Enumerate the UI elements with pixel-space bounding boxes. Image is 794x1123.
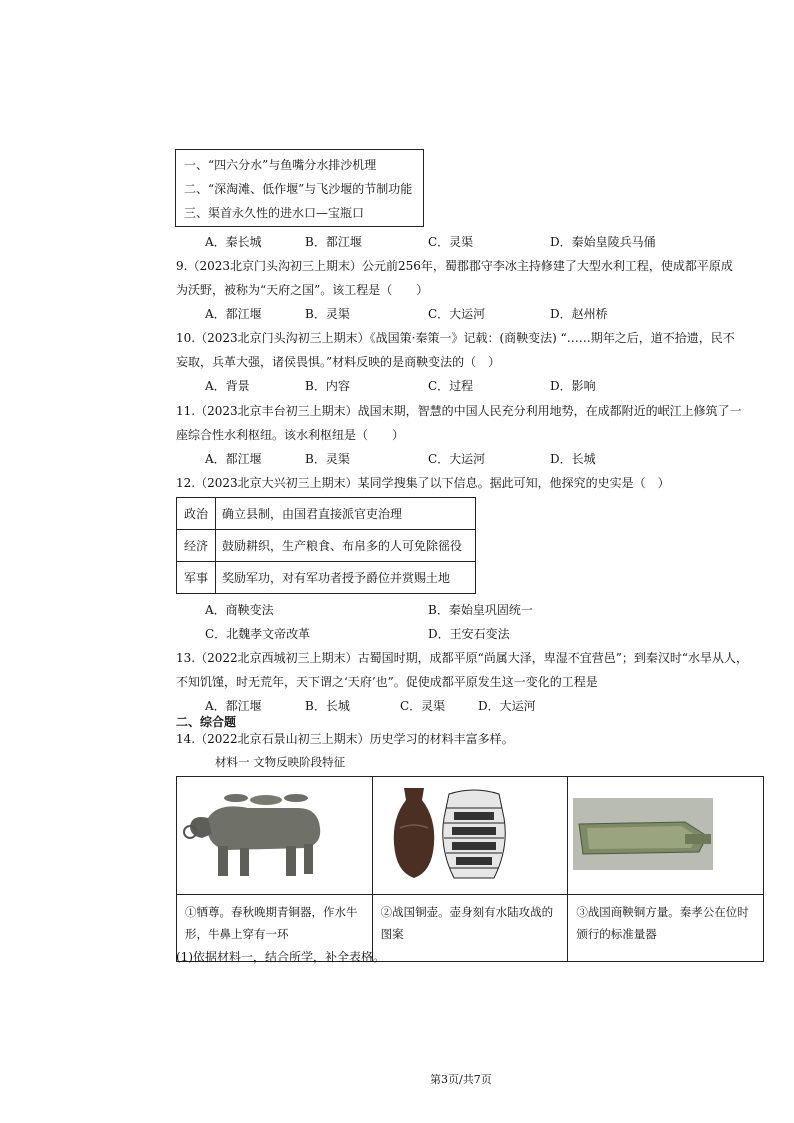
q9-stem-line1: 9.（2023北京门头沟初三上期末）公元前256年，蜀郡郡守李冰主持修建了大型水利工程，使成都平原成 [176,259,733,273]
bronze-ox-image [178,778,368,890]
q12-stem-line1: 12.（2023北京大兴初三上期末）某同学搜集了以下信息。据此可知，他探究的史实是（ ） [176,476,670,490]
option-d[interactable]: D．王安石变法 [428,627,510,641]
quote-box [175,149,424,227]
artifact-caption: ③战国商鞅铜方量。秦孝公在位时颁行的标准量器 [568,895,764,962]
table-cell-value: 鼓励耕织，生产粮食、布帛多的人可免除徭役 [216,530,476,562]
option-b[interactable]: B．长城 [305,699,350,713]
table-row [177,562,476,594]
artifact-caption: ①牺尊。春秋晚期青铜器，作水牛形，牛鼻上穿有一环 [177,895,373,962]
q13-stem-line1: 13.（2022北京西城初三上期末）古蜀国时期，成都平原“尚属大泽，卑湿不宜营邑”；到秦汉时“水旱从人， [176,651,749,665]
q11-stem-line2: 座综合性水利枢纽。该水利枢纽是（ ） [176,428,405,442]
q12-info-table [176,497,476,594]
option-c[interactable]: C．灵渠 [400,699,446,713]
option-c[interactable]: C．北魏孝文帝改革 [205,627,311,641]
section-title: 二、综合题 [176,715,237,729]
q13-stem-line2: 不知饥馑，时无荒年，天下谓之‘天府’也”。促使成都平原发生这一变化的工程是 [176,675,598,689]
option-b[interactable]: B．灵渠 [305,452,350,466]
artifact-caption: ②战国铜壶。壶身刻有水陆攻战的图案 [372,895,568,962]
option-b[interactable]: B．秦始皇巩固统一 [428,603,533,617]
q14-sub1: (1)依据材料一，结合所学，补全表格。 [176,950,385,964]
option-a[interactable]: A．都江堰 [205,452,262,466]
option-c[interactable]: C．灵渠 [428,235,474,249]
table-cell-value: 奖励军功，对有军功者授予爵位并赏赐土地 [216,562,476,594]
option-a[interactable]: A．都江堰 [205,307,262,321]
q11-stem-line1: 11.（2023北京丰台初三上期末）战国末期，智慧的中国人民充分利用地势，在成都附近的岷江上修筑了一 [176,404,742,418]
option-b[interactable]: B．灵渠 [305,307,350,321]
option-a[interactable]: A．背景 [205,379,250,393]
q9-stem-line2: 为沃野，被称为“天府之国”。该工程是（ ） [176,283,429,297]
box-line-1: 一、“四六分水”与鱼嘴分水排沙机理 [184,158,377,172]
table-row [177,530,476,562]
bronze-pot-image [374,778,564,890]
option-d[interactable]: D．大运河 [478,699,536,713]
option-d[interactable]: D．影响 [550,379,596,393]
artifact-image-cell [177,777,373,895]
artifact-image-cell [372,777,568,895]
table-cell-key: 军事 [177,562,216,594]
option-c[interactable]: C．过程 [428,379,474,393]
option-a[interactable]: A．都江堰 [205,699,262,713]
table-cell-key: 经济 [177,530,216,562]
artifact-table [176,776,764,962]
q10-stem-line1: 10.（2023北京门头沟初三上期末）《战国策·秦策一》记载：(商鞅变法) “……期年之后，道不拾遗，民不 [176,331,735,345]
box-line-3: 三、渠首永久性的进水口—宝瓶口 [184,206,365,220]
table-cell-value: 确立县制，由国君直接派官吏治理 [216,498,476,530]
q10-stem-line2: 妄取，兵革大强，诸侯畏惧。”材料反映的是商鞅变法的（ ） [176,355,501,369]
box-line-2: 二、“深淘滩、低作堰”与飞沙堰的节制功能 [184,182,413,196]
material-title: 材料一 文物反映阶段特征 [215,755,346,769]
option-d[interactable]: D．秦始皇陵兵马俑 [550,235,656,249]
option-c[interactable]: C．大运河 [428,452,486,466]
q14-stem-line1: 14.（2022北京石景山初三上期末）历史学习的材料丰富多样。 [176,732,514,746]
artifact-image-cell [568,777,764,895]
option-c[interactable]: C．大运河 [428,307,486,321]
option-b[interactable]: B．都江堰 [305,235,362,249]
page-number: 第3页/共7页 [430,1073,492,1086]
option-d[interactable]: D．赵州桥 [550,307,608,321]
option-a[interactable]: A．秦长城 [205,235,262,249]
bronze-measure-image [569,778,759,890]
option-d[interactable]: D．长城 [550,452,596,466]
option-b[interactable]: B．内容 [305,379,350,393]
option-a[interactable]: A．商鞅变法 [205,603,274,617]
table-row [177,498,476,530]
table-cell-key: 政治 [177,498,216,530]
